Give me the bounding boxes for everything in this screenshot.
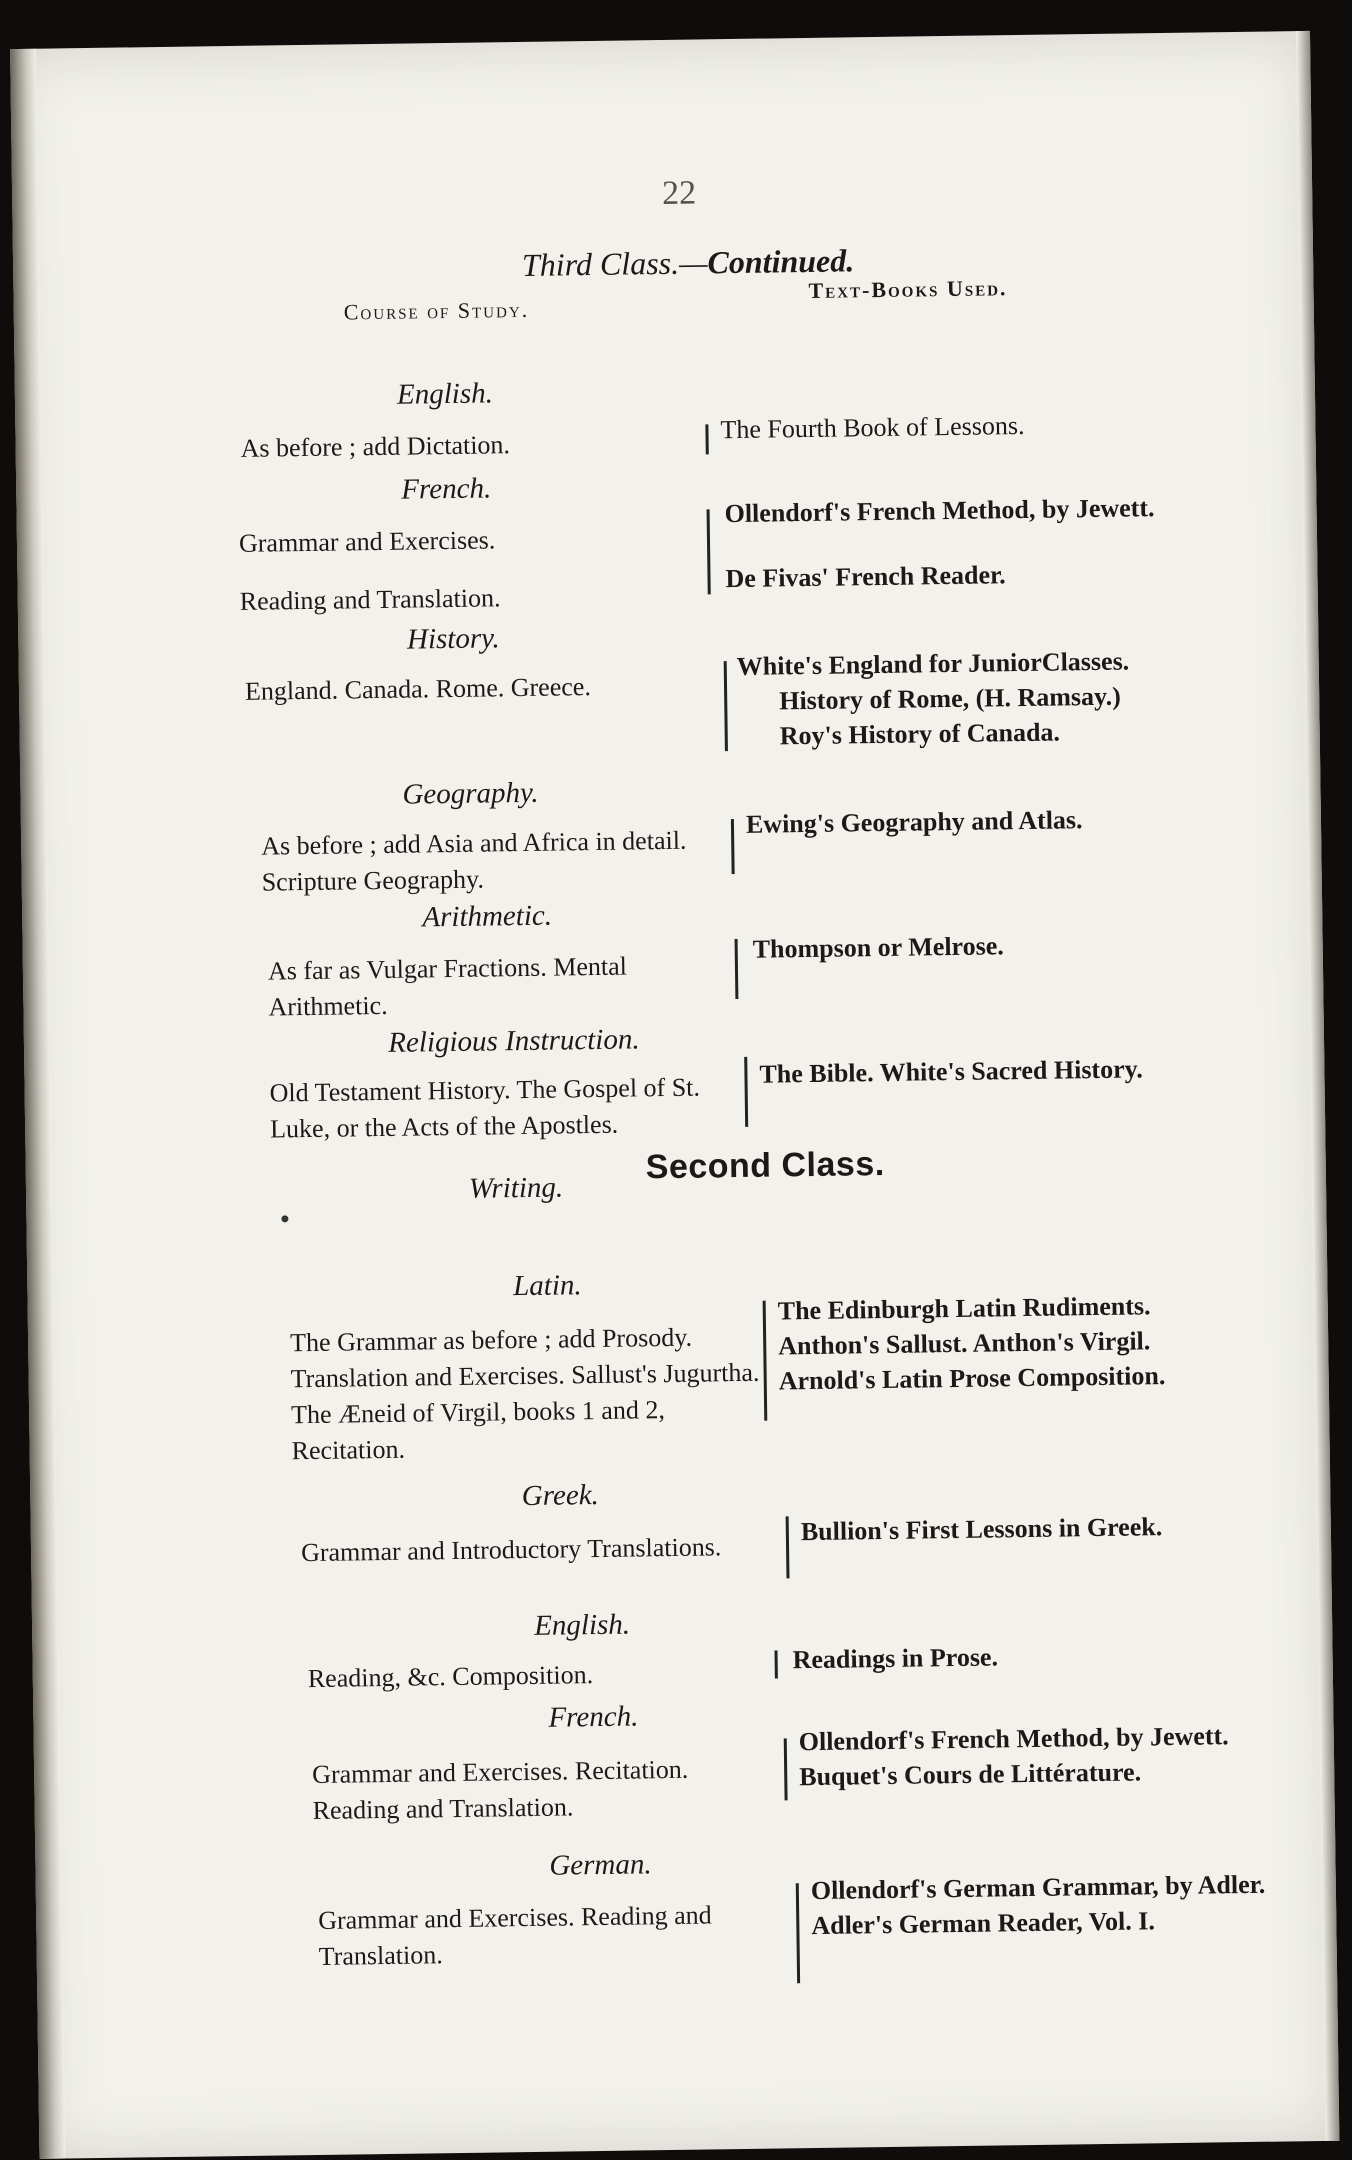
- history-course: England. Canada. Rome. Greece.: [244, 672, 592, 706]
- history-text-1: White's England for JuniorClasses.: [736, 646, 1130, 681]
- english-course: As before ; add Dictation.: [240, 430, 511, 463]
- text-books-header: Text-Books Used.: [808, 275, 1008, 303]
- latin-text: The Edinburgh Latin Rudiments. Anthon's Sallust. Anthon's Virgil. Arnold's Latin Prose Composition.: [777, 1291, 1166, 1396]
- french2-text: Ollendorf's French Method, by Jewett. Buquet's Cours de Littérature.: [798, 1721, 1229, 1792]
- section-german: German.: [549, 1848, 652, 1882]
- section-writing: Writing.: [468, 1171, 564, 1205]
- section-arithmetic: Arithmetic.: [422, 899, 553, 934]
- column-divider: [731, 819, 735, 874]
- french-course-1: Grammar and Exercises.: [238, 525, 496, 558]
- religious-text: The Bible. White's Sacred History.: [759, 1054, 1143, 1089]
- second-class-heading: Second Class.: [645, 1144, 885, 1187]
- section-latin: Latin.: [512, 1269, 582, 1303]
- section-english: English.: [396, 377, 494, 411]
- column-divider: [796, 1883, 800, 1983]
- book-page: [10, 31, 1339, 2159]
- arithmetic-course: As far as Vulgar Fractions. Mental Arithmetic.: [267, 951, 628, 1022]
- history-text-2: History of Rome, (H. Ramsay.): [779, 681, 1121, 716]
- page-edge: [1296, 31, 1339, 2141]
- section-history: History.: [406, 622, 500, 656]
- course-of-study-header: Course of Study.: [343, 296, 530, 325]
- history-text-3: Roy's History of Canada.: [779, 717, 1061, 751]
- column-divider: [784, 1738, 788, 1800]
- title-main: Third Class.—: [521, 244, 708, 283]
- section-english-2: English.: [533, 1608, 631, 1642]
- stray-mark: [281, 1215, 288, 1222]
- english2-text: Readings in Prose.: [792, 1642, 999, 1675]
- page-gutter: [10, 49, 65, 2159]
- column-divider: [724, 661, 728, 751]
- column-divider: [763, 1301, 768, 1421]
- column-divider: [774, 1651, 777, 1679]
- english-text: The Fourth Book of Lessons.: [720, 410, 1025, 445]
- arithmetic-text: Thompson or Melrose.: [752, 931, 1004, 964]
- french-text-2: De Fivas' French Reader.: [725, 560, 1006, 594]
- column-divider: [744, 1057, 748, 1127]
- section-french: French.: [401, 472, 492, 506]
- section-geography: Geography.: [402, 776, 539, 811]
- column-divider: [735, 939, 739, 999]
- latin-course: The Grammar as before ; add Prosody. Translation and Exercises. Sallust's Jugurtha. The Æneid of Virgil, books 1 and 2, Recitation.: [289, 1322, 760, 1466]
- french-course-2: Reading and Translation.: [239, 583, 501, 616]
- english2-course: Reading, &c. Composition.: [307, 1660, 594, 1694]
- geography-text: Ewing's Geography and Atlas.: [745, 805, 1083, 839]
- column-divider: [786, 1516, 790, 1578]
- german-course: Grammar and Exercises. Reading and Translation.: [318, 1900, 712, 1971]
- page-number: 22: [661, 174, 697, 212]
- greek-course: Grammar and Introductory Translations.: [300, 1532, 722, 1568]
- geography-course: As before ; add Asia and Africa in detail. Scripture Geography.: [261, 825, 687, 897]
- section-religious-instruction: Religious Instruction.: [388, 1023, 640, 1059]
- column-divider: [705, 424, 708, 454]
- french-text-1: Ollendorf's French Method, by Jewett.: [724, 493, 1155, 529]
- french2-course: Grammar and Exercises. Recitation. Reading and Translation.: [311, 1754, 689, 1826]
- column-divider: [707, 509, 711, 594]
- title-continued: Continued.: [707, 242, 855, 281]
- greek-text: Bullion's First Lessons in Greek.: [800, 1512, 1163, 1547]
- section-greek: Greek.: [521, 1478, 600, 1513]
- religious-course: Old Testament History. The Gospel of St. Luke, or the Acts of the Apostles.: [269, 1072, 701, 1144]
- section-french-2: French.: [548, 1700, 639, 1734]
- german-text: Ollendorf's German Grammar, by Adler. Adler's German Reader, Vol. I.: [810, 1869, 1266, 1941]
